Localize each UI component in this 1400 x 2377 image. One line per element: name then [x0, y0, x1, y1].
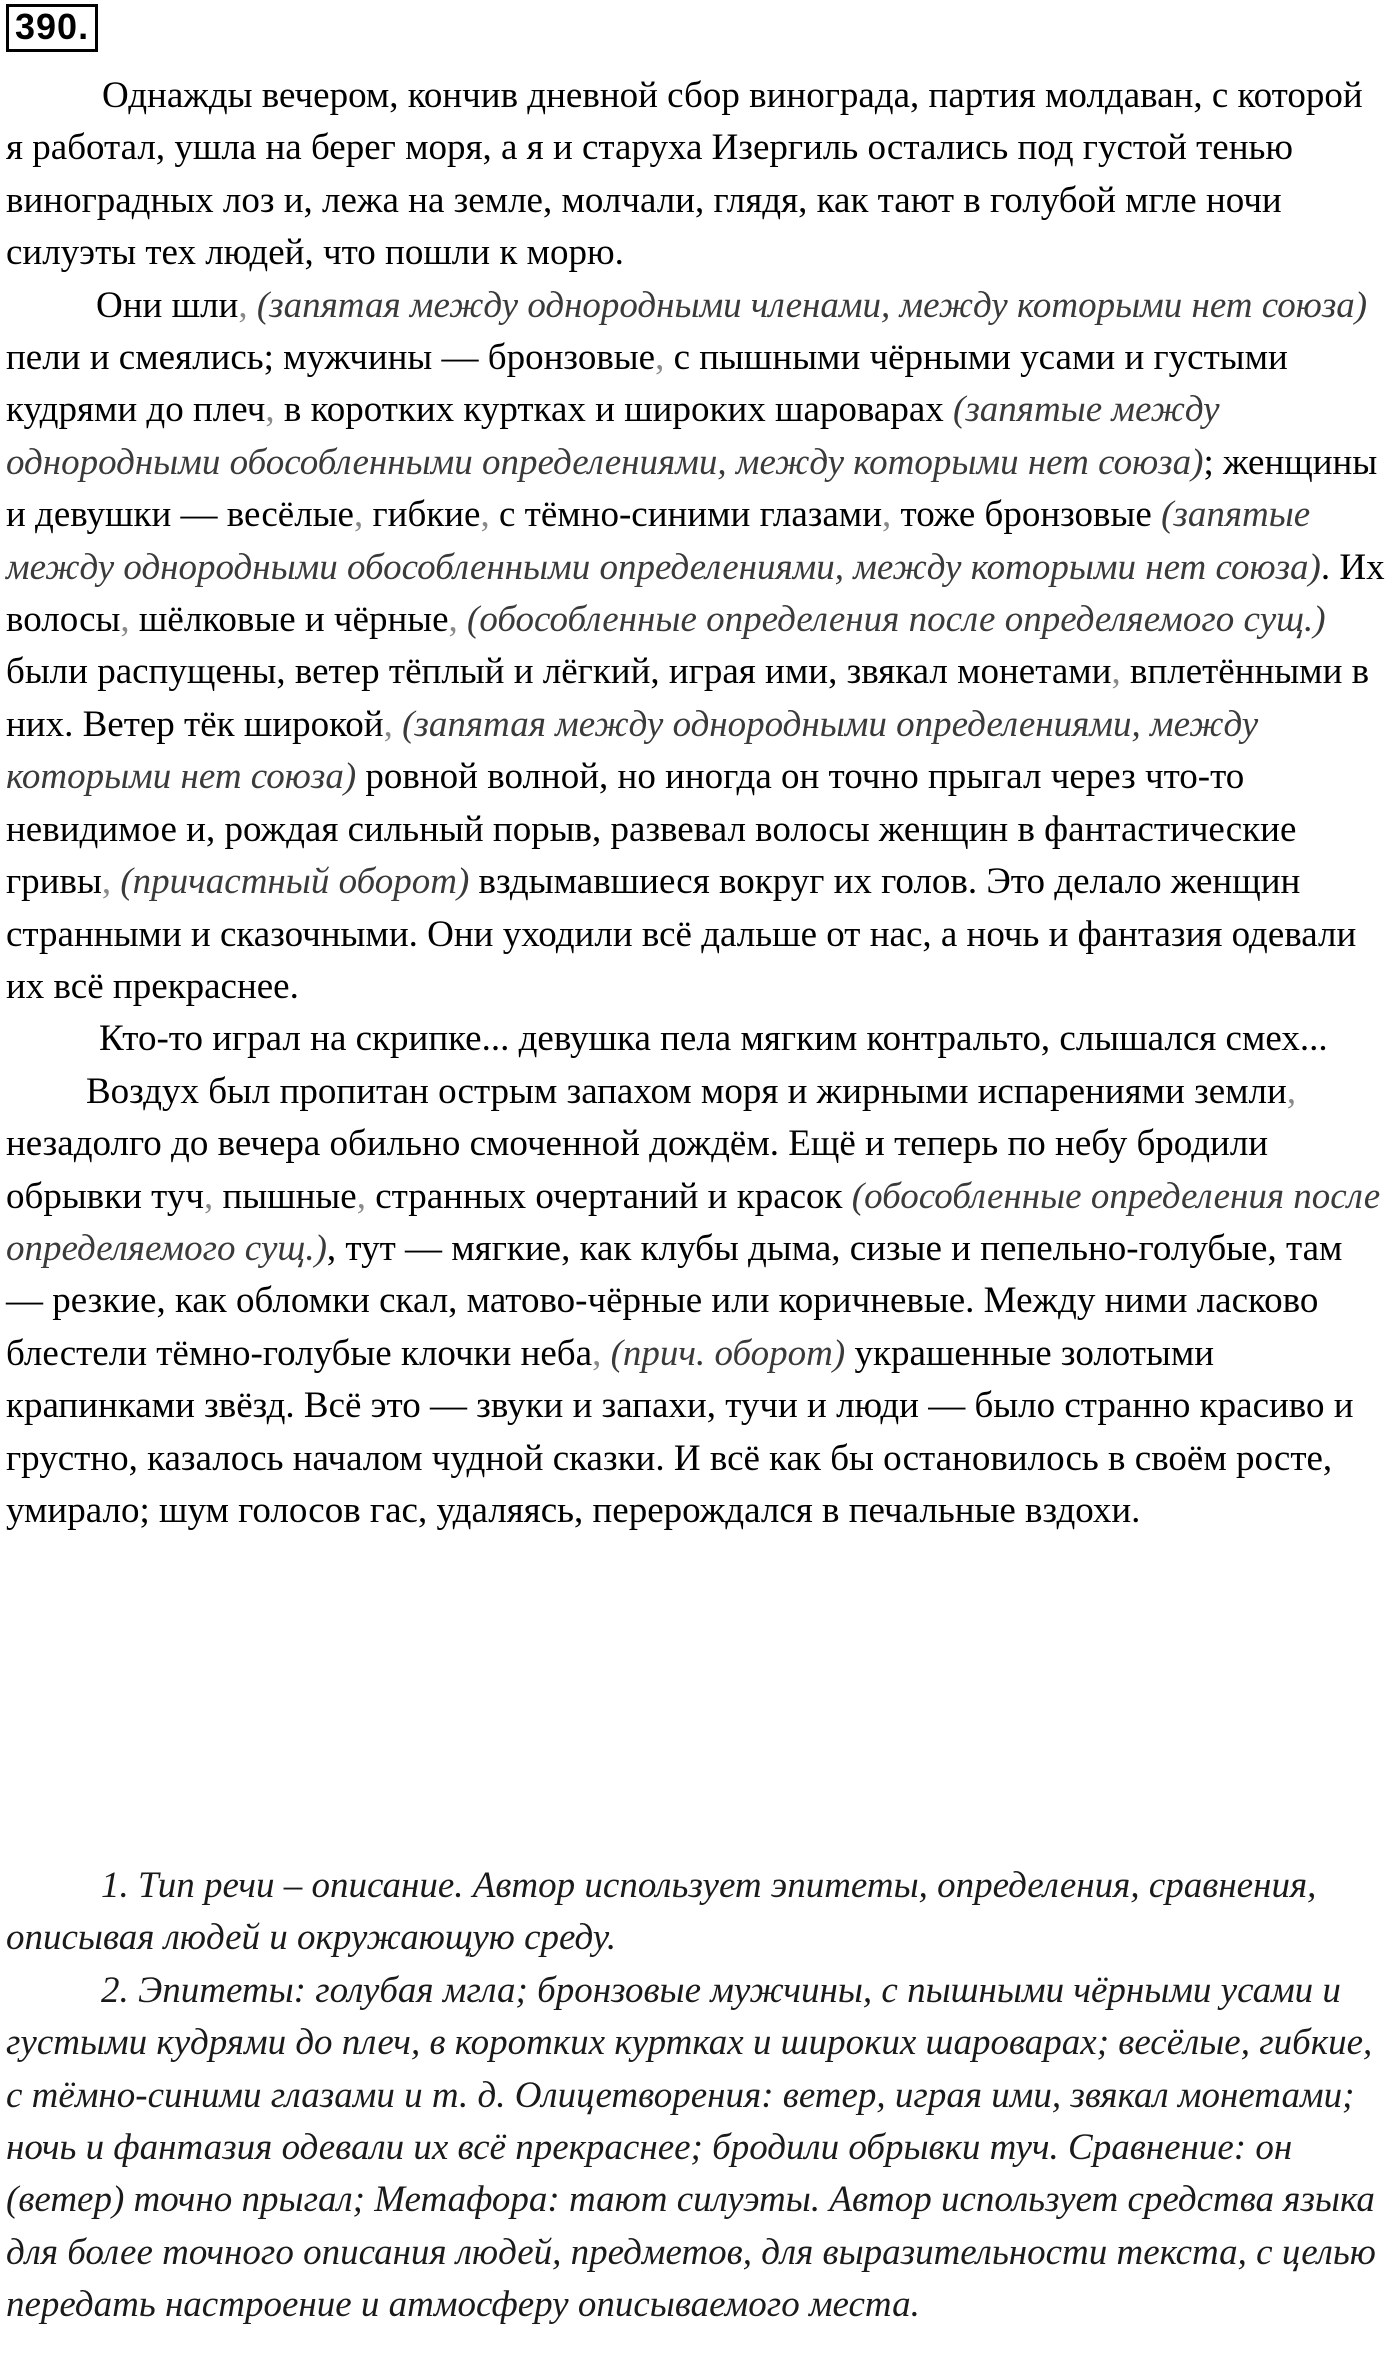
text-segment: , тут — мягкие, как клубы дыма, сизые и пепельно-голубые, там — резкие, как обломки скал, матово-чёрные или коричневые. Между ними ласково блестели тёмно-голубые клочки неба	[6, 1227, 1343, 1374]
grammar-note: (запятые между однородными обособленными определениями, между которыми нет союза)	[6, 494, 1321, 588]
grammar-note: (запятая между однородными определениями, между которыми нет союза)	[6, 703, 1259, 798]
text-segment: вплетёнными в них. Ветер тёк широкой	[6, 651, 1370, 745]
highlighted-comma: ,	[480, 494, 490, 536]
text-segment	[111, 861, 120, 902]
analysis-block	[6, 1860, 1394, 2332]
paragraph	[6, 1013, 1388, 1065]
highlighted-comma: ,	[1286, 1070, 1297, 1112]
document-page	[6, 0, 1394, 2377]
text-segment: . Их волосы	[6, 546, 1385, 641]
text-segment: вздымавшиеся вокруг их голов. Это делало женщин странными и сказочными. Они уходили всё дальше от нас, а ночь и фантазия одевали их всё прекраснее.	[6, 861, 1357, 1007]
text-segment	[393, 704, 402, 745]
text-segment: Кто-то играл на скрипке... девушка пела мягким контральто, слышался смех...	[99, 1018, 1328, 1060]
highlighted-comma: ,	[448, 599, 458, 641]
text-segment: ровной волной, но иногда он точно прыгал через что-то невидимое и, рождая сильный порыв, развевал волосы женщин в фантастические гривы	[6, 756, 1297, 903]
text-segment: в коротких куртках и широких шароварах	[274, 389, 953, 431]
highlighted-comma: ,	[356, 1175, 366, 1217]
text-segment	[248, 285, 257, 326]
grammar-note: (запятые между однородными обособленными определениями, между которыми нет союза)	[6, 389, 1220, 483]
text-segment: Однажды вечером, кончив дневной сбор винограда, партия молдаван, с которой я работал, ушла на берег моря, а я и старуха Изергиль остались под густой тенью виноградных лоз и, лежа на земле, молчали, глядя, как тают в голубой мгле ночи силуэты тех людей, что пошли к морю.	[6, 75, 1363, 274]
highlighted-comma: ,	[655, 337, 665, 379]
highlighted-comma: ,	[353, 494, 364, 536]
highlighted-comma: ,	[238, 284, 248, 326]
paragraph	[6, 280, 1388, 1014]
highlighted-comma: ,	[101, 861, 112, 903]
paragraph	[6, 70, 1388, 280]
text-segment: пели и смеялись; мужчины — бронзовые	[6, 337, 656, 379]
text-segment: тоже бронзовые	[891, 494, 1162, 536]
grammar-note: (запятая между однородными членами, между которыми нет союза)	[256, 284, 1368, 326]
text-segment: шёлковые и чёрные	[129, 599, 449, 641]
text-segment: странных очертаний и красок	[365, 1175, 852, 1217]
analysis-item: 2. Эпитеты: голубая мгла; бронзовые мужчины, с пышными чёрными усами и густыми кудрями до плеч, в коротких куртках и широких шароварах; весёлые, гибкие, с тёмно-синими глазами и т. д. Олицетворения: ветер, играя ими, звякал монетами; ночь и фантазия одевали их всё прекраснее; бродили обрывки туч. Сравнение: он (ветер) точно прыгал; Метафора: тают силуэты. Автор использует средства языка для более точного описания людей, предметов, для выразительности текста, с целью передать настроение и атмосферу описываемого места.	[6, 1969, 1376, 2326]
highlighted-comma: ,	[882, 494, 892, 536]
text-segment: были распущены, ветер тёплый и лёгкий, играя ими, звякал монетами	[6, 651, 1112, 693]
highlighted-comma: ,	[1111, 651, 1121, 693]
highlighted-comma: ,	[383, 703, 393, 745]
text-segment: ; женщины и девушки — весёлые	[6, 441, 1378, 536]
text-segment: с пышными чёрными усами и густыми кудрями до плеч	[6, 337, 1288, 431]
text-segment: незадолго до вечера обильно смоченной дождём. Ещё и теперь по небу бродили обрывки туч	[6, 1123, 1269, 1217]
text-segment	[458, 599, 467, 640]
text-segment: с тёмно-синими глазами	[489, 494, 883, 536]
text-segment: гибкие	[363, 494, 481, 536]
grammar-note: (обособленные определения после определяемого сущ.)	[467, 599, 1326, 641]
text-segment: Воздух был пропитан острым запахом моря и жирными испарениями земли	[86, 1070, 1287, 1112]
grammar-note: (прич. оборот)	[610, 1332, 846, 1374]
text-segment: пышные	[213, 1175, 357, 1217]
text-segment	[601, 1333, 610, 1374]
exercise-number: 390.	[6, 4, 98, 52]
grammar-note: (причастный оборот)	[120, 861, 470, 903]
text-segment: Они шли	[96, 284, 239, 326]
analysis-item: 1. Тип речи – описание. Автор использует эпитеты, определения, сравнения, описывая людей и окружающую среду.	[6, 1865, 1317, 1959]
main-text	[6, 70, 1388, 1537]
text-segment: украшенные золотыми крапинками звёзд. Всё это — звуки и запахи, тучи и люди — было странно красиво и грустно, казалось началом чудной сказки. И всё как бы остановилось в своём росте, умирало; шум голосов гас, удаляясь, перерождался в печальные вздохи.	[6, 1332, 1354, 1531]
grammar-note: (обособленные определения после определяемого сущ.)	[6, 1175, 1381, 1269]
highlighted-comma: ,	[592, 1332, 602, 1374]
highlighted-comma: ,	[203, 1175, 214, 1217]
highlighted-comma: ,	[120, 599, 130, 641]
paragraph	[6, 1066, 1388, 1538]
highlighted-comma: ,	[265, 389, 275, 431]
